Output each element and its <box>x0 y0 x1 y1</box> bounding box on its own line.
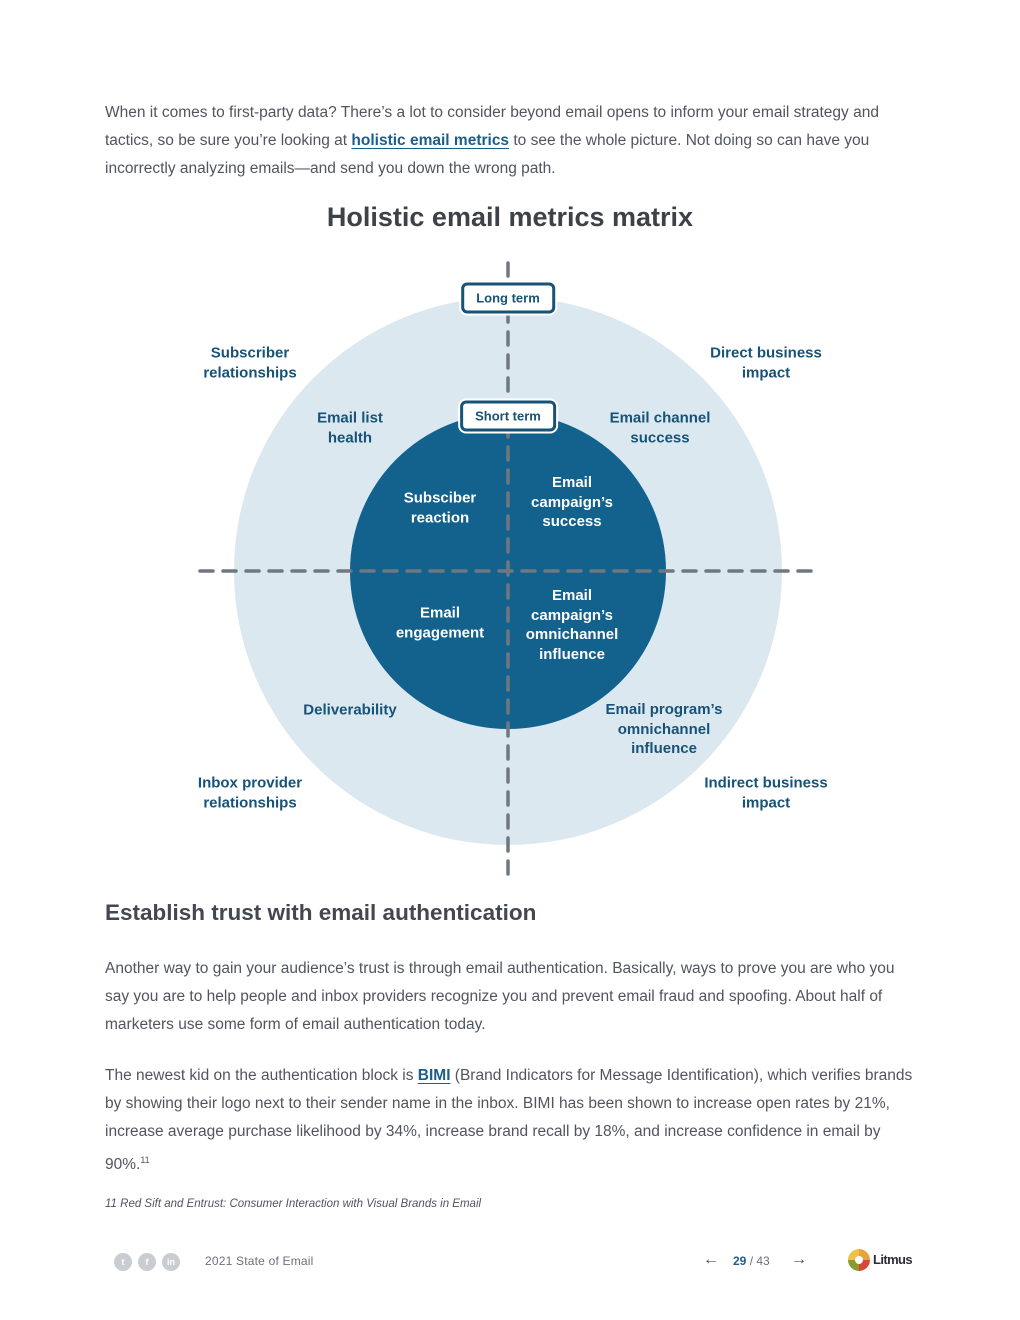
label-email-channel-success: Email channel success <box>609 409 711 446</box>
footnote-ref: 11 <box>140 1155 150 1165</box>
section-heading: Establish trust with email authentication <box>105 900 537 925</box>
litmus-logo-icon <box>848 1249 870 1271</box>
twitter-icon[interactable]: t <box>114 1253 132 1271</box>
metrics-matrix <box>180 255 840 885</box>
label-email-campaign-omnichannel-influence: Email campaign’s omnichannel influence <box>525 587 619 663</box>
bimi-link[interactable]: BIMI <box>417 1067 451 1084</box>
long-term-pill: Long term <box>461 283 555 314</box>
label-direct-business-impact: Direct business impact <box>710 344 822 381</box>
label-deliverability: Deliverability <box>303 701 397 719</box>
footer-title: 2021 State of Email <box>205 1254 314 1268</box>
brand-name: Litmus <box>873 1252 913 1267</box>
footnote: 11 Red Sift and Entrust: Consumer Interaction with Visual Brands in Email <box>105 1198 482 1210</box>
prev-page-arrow-icon[interactable]: ← <box>703 1251 719 1268</box>
short-term-pill: Short term <box>460 401 556 432</box>
matrix-title: Holistic email metrics matrix <box>326 202 694 232</box>
label-email-campaign-success: Email campaign’s success <box>531 473 613 530</box>
intro-text-start: When it comes to first-party data? There’s a lot to consider beyond email opens to inform your email strategy and tactics, so be sure you’re looking at <box>105 104 879 149</box>
label-subscriber-relationships: Subscriber relationships <box>203 344 297 381</box>
label-indirect-business-impact: Indirect business impact <box>704 774 828 811</box>
label-subscriber-reaction: Subsciber reaction <box>403 489 477 526</box>
page-total: 43 <box>756 1254 770 1268</box>
label-email-program-omnichannel-influence: Email program’s omnichannel influence <box>605 700 723 757</box>
intro-text-end: to see the whole picture. Not doing so can have you incorrectly analyzing emails—and send you down the wrong path. <box>105 132 870 177</box>
label-email-engagement: Email engagement <box>395 604 485 641</box>
intro-paragraph <box>105 99 920 183</box>
next-page-arrow-icon[interactable]: → <box>791 1251 807 1268</box>
page-footer <box>0 1245 1020 1279</box>
linkedin-icon[interactable]: in <box>162 1253 180 1271</box>
facebook-icon[interactable]: f <box>138 1253 156 1271</box>
label-inbox-provider-relationships: Inbox provider relationships <box>197 774 303 811</box>
authentication-paragraph: Another way to gain your audience’s trust is through email authentication. Basically, ways to prove you are who you say you are to help people and inbox providers recognize you and prevent email fraud and spoofing. About half of marketers use some form of email authentication today. <box>105 960 895 1033</box>
label-email-list-health: Email list health <box>317 409 383 446</box>
page-current: 29 <box>733 1254 747 1268</box>
holistic-metrics-link[interactable]: holistic email metrics <box>351 132 510 149</box>
bimi-paragraph: The newest kid on the authentication block is BIMI (Brand Indicators for Message Identification), which verifies brands by showing their logo next to their sender name in the inbox. BIMI has been shown to increase open rates by 21%, increase average purchase likelihood by 34%, increase brand recall by 18%, and increase confidence in email by 90%.$^{11}$ <box>105 1067 913 1174</box>
page-indicator: 29 / 43 <box>733 1254 770 1268</box>
